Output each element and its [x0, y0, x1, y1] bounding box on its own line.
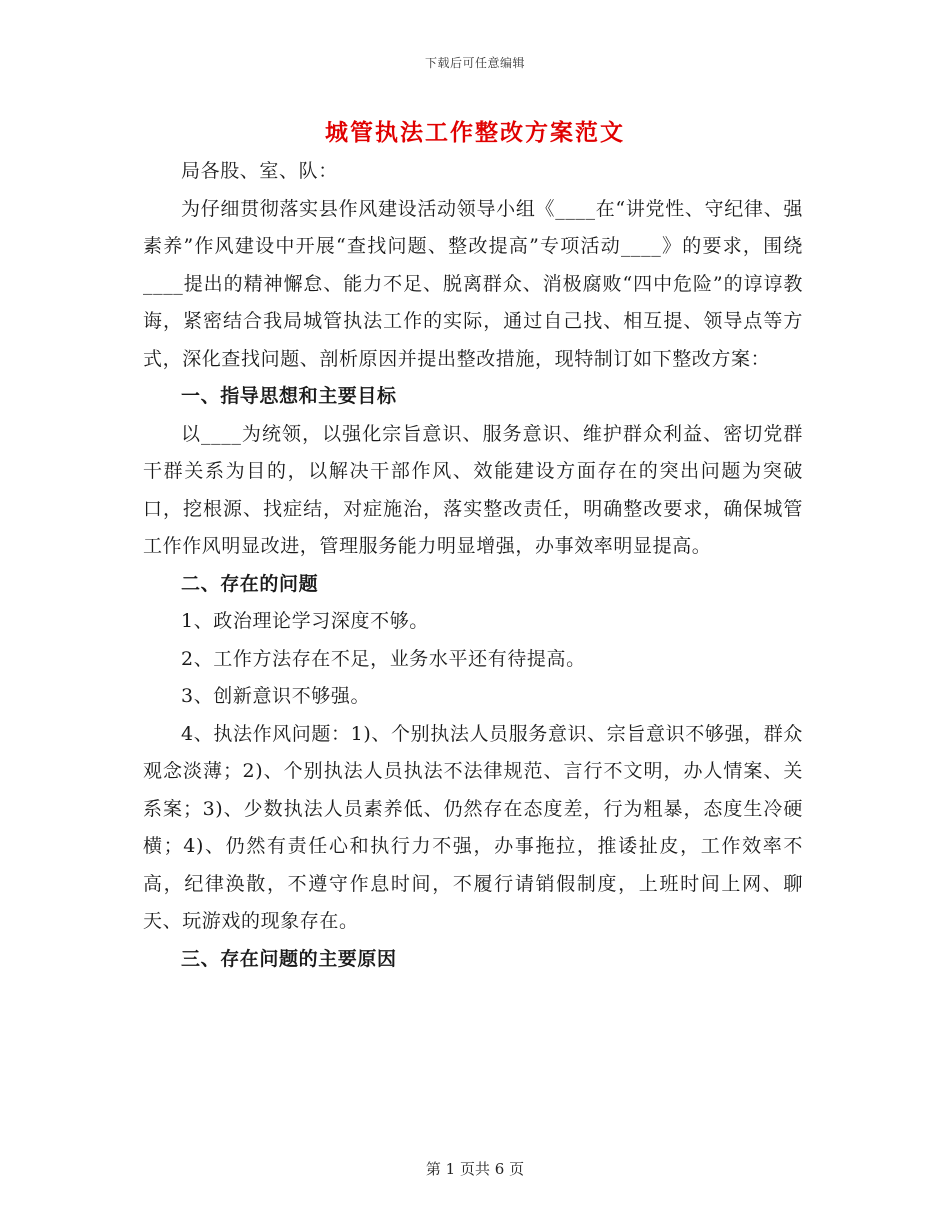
section-heading-1: 一、指导思想和主要目标	[181, 385, 397, 407]
intro-paragraph: 为仔细贯彻落实县作风建设活动领导小组《____在“讲党性、守纪律、强素养”作风建设中开展“查找问题、整改提高”专项活动____》的要求，围绕____提出的精神懈怠、能力不足、脱离群众、消极腐败“四中危险”的谆谆教诲，紧密结合我局城管执法工作的实际，通过自己找、相互提、领导点等方式，深化查找问题、剖析原因并提出整改措施，现特制订如下整改方案：	[143, 197, 803, 370]
problem-item-1: 1、政治理论学习深度不够。	[181, 610, 429, 632]
section-heading-2: 二、存在的问题	[181, 572, 319, 595]
section-heading-3: 三、存在问题的主要原因	[181, 947, 397, 970]
problem-item-4: 4、执法作风问题：1)、个别执法人员服务意识、宗旨意识不够强，群众观念淡薄；2)、个别执法人员执法不法律规范、言行不文明，办人情案、关系案；3)、少数执法人员素养低、仍然存在态度差，行为粗暴，态度生冷硬横；4)、仍然有责任心和执行力不强，办事拖拉，推诿扯皮，工作效率不高，纪律涣散，不遵守作息时间，不履行请销假制度，上班时间上网、聊天、玩游戏的现象存在。	[143, 722, 803, 932]
page-number-footer: 第 1 页共 6 页	[425, 1160, 525, 1178]
header-note: 下载后可任意编辑	[424, 56, 525, 70]
document-title: 城管执法工作整改方案范文	[325, 119, 625, 146]
salutation: 局各股、室、队：	[181, 160, 338, 182]
problem-item-3: 3、创新意识不够强。	[181, 685, 371, 707]
problem-item-2: 2、工作方法存在不足，业务水平还有待提高。	[181, 647, 586, 670]
document-body	[143, 153, 803, 978]
section-1-paragraph: 以____为统领，以强化宗旨意识、服务意识、维护群众利益、密切党群干群关系为目的，以解决干部作风、效能建设方面存在的突出问题为突破口，挖根源、找症结，对症施治，落实整改责任，明确整改要求，确保城管工作作风明显改进，管理服务能力明显增强，办事效率明显提高。	[143, 422, 803, 557]
